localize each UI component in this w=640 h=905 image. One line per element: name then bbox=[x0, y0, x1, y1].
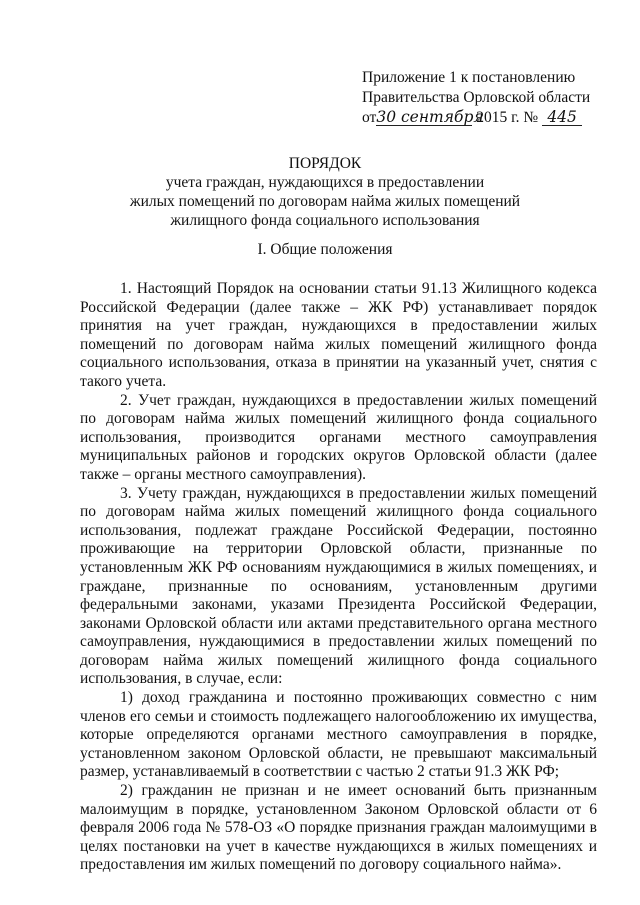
handwritten-number: 445 bbox=[542, 109, 582, 126]
appendix-date-line bbox=[362, 108, 602, 128]
subparagraph-1: 1) доход гражданина и постоянно проживающих совместно с ним членов его семьи и стоимость подлежащего налогообложению их имущества, которые определяются органами местного самоуправления в порядке, установленном законом Орловской области, не превышают максимальный размер, устанавливаемый в соответствии с частью 2 статьи 91.3 ЖК РФ; bbox=[80, 689, 597, 781]
appendix-line-1: Приложение 1 к постановлению bbox=[362, 69, 576, 86]
title-line-2: жилых помещений по договорам найма жилых помещений bbox=[129, 193, 521, 210]
subparagraph-2: 2) гражданин не признан и не имеет оснований быть признанным малоимущим в порядке, установленном Законом Орловской области от 6 февраля 2006 года № 578-ОЗ «О порядке признания граждан малоимущими в целях постановки на учет в качестве нуждающихся в жилых помещениях и предоставления им жилых помещений по договору социального найма». bbox=[80, 782, 597, 874]
handwritten-date: 30 сентября bbox=[376, 108, 484, 126]
paragraph-2: 2. Учет граждан, нуждающихся в предоставлении жилых помещений по договорам найма жилых помещений жилищного фонда социального использования, производится органами местного самоуправления муниципальных районов и городских округов Орловской области (далее также – органы местного самоуправления). bbox=[80, 391, 597, 483]
title-main: ПОРЯДОК bbox=[288, 155, 362, 172]
date-year: 2015 г. № bbox=[476, 109, 539, 126]
paragraph-3: 3. Учету граждан, нуждающихся в предоставлении жилых помещений по договорам найма жилых помещений жилищного фонда социального использования, подлежат граждане Российской Федерации, постоянно проживающие на территории Орловской области, признанные по установленным ЖК РФ основаниям нуждающимися в жилых помещениях, и граждане, признанные по основаниям, установленным другими федеральными законами, указами Президента Российской Федерации, законами Орловской области или актами представительного органа местного самоуправления, нуждающимися в предоставлении жилых помещений по договорам найма жилых помещений жилищного фонда социального использования, в случае, если: bbox=[80, 484, 597, 688]
date-prefix: от bbox=[362, 109, 377, 126]
title-line-3: жилищного фонда социального использования bbox=[170, 212, 480, 229]
paragraph-1: 1. Настоящий Порядок на основании статьи 91.13 Жилищного кодекса Российской Федерации (далее также – ЖК РФ) устанавливает порядок принятия на учет граждан, нуждающихся в предоставлении жилых помещений по договорам найма жилых помещений жилищного фонда социального использования, отказа в принятии на указанный учет, снятия с такого учета. bbox=[80, 280, 597, 390]
section-heading: I. Общие положения bbox=[257, 241, 393, 258]
document-title bbox=[60, 154, 590, 230]
appendix-header bbox=[362, 68, 602, 128]
appendix-line-2: Правительства Орловской области bbox=[362, 89, 591, 106]
title-line-1: учета граждан, нуждающихся в предоставлении bbox=[165, 174, 485, 191]
document-body bbox=[80, 280, 597, 875]
